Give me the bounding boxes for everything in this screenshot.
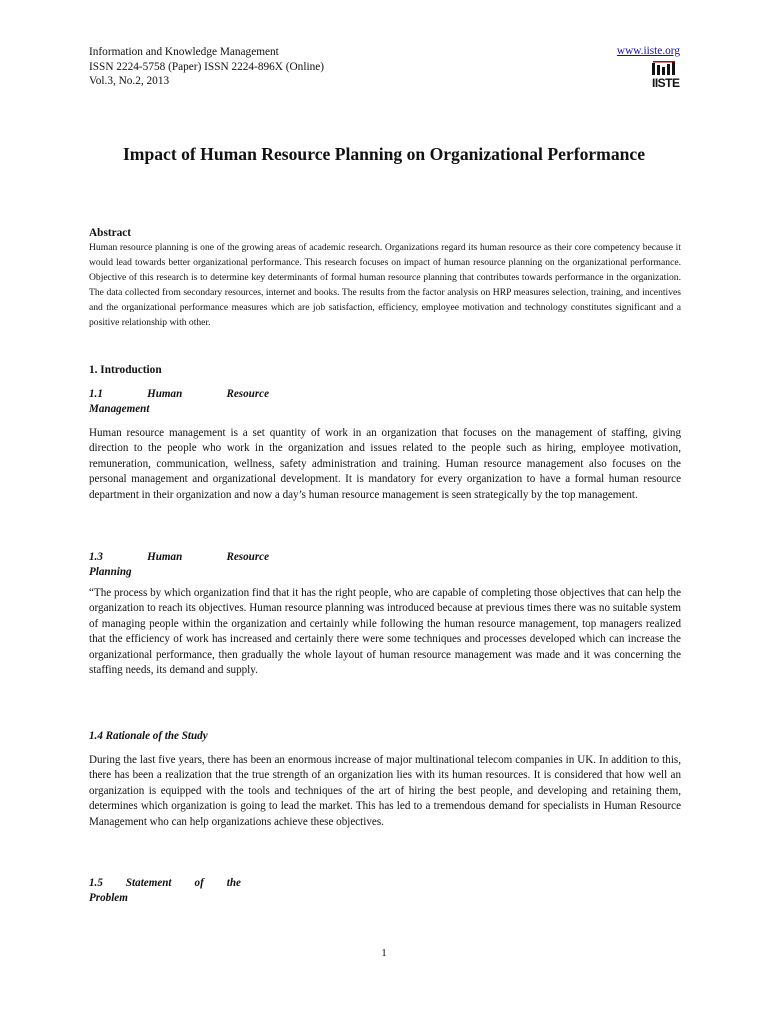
section-number: 1.3	[89, 551, 103, 563]
section-number: 1.1	[89, 388, 103, 400]
section-1-4-text: During the last five years, there has been an enormous increase of major multinational telecom companies in UK. In addition to this, there has been a realization that the true strength of an organization lies with its human resources. It is considered that how well an organization is equipped with the tools and techniques of the art of hiring the best people, and developing and retaining them, determines which organization is going to lead the market. This has led to a tremendous demand for specialists in Human Resource Management who can help organizations achieve these objectives.	[89, 754, 681, 828]
section-1-3-heading	[89, 550, 681, 580]
journal-issn: ISSN 2224-5758 (Paper) ISSN 2224-896X (Online)	[89, 60, 325, 73]
heading-word: Problem	[89, 892, 128, 904]
section-number: 1.5	[89, 877, 103, 889]
heading-word: the	[226, 877, 241, 889]
section-1-5	[89, 876, 681, 906]
heading-word: Management	[89, 403, 150, 415]
heading-word: Planning	[89, 566, 132, 578]
section-1-4	[89, 729, 681, 830]
heading-word: Statement	[125, 877, 172, 889]
heading-word: Human	[147, 388, 183, 400]
journal-volume: Vol.3, No.2, 2013	[89, 75, 170, 87]
logo-text: IISTE	[652, 76, 680, 90]
abstract-text: Human resource planning is one of the growing areas of academic research. Organizations regard its human resource as their core competency because it would lead towards better organizational performance. This research focuses on impact of human resource planning on the organizational performance. Objective of this research is to determine key determinants of formal human resource planning that contributes towards performance in the organization. The data collected from secondary resources, internet and books. The results from the factor analysis on HRP measures selection, training, and incentives and the organizational performance measures which are job satisfaction, efficiency, employee motivation and technology constitutes significant and a positive relationship with other.	[89, 242, 681, 328]
section-1-5-heading	[89, 876, 681, 906]
logo-graphic-icon	[650, 61, 680, 75]
section-1-1-heading	[89, 387, 681, 417]
website-link[interactable]: www.iiste.org	[616, 45, 680, 57]
heading-word: Human	[147, 551, 183, 563]
abstract-section	[89, 227, 681, 330]
heading-word: Resource	[226, 388, 269, 400]
journal-name: Information and Knowledge Management	[89, 46, 279, 58]
paper-title: Impact of Human Resource Planning on Organizational Performance	[122, 144, 646, 164]
journal-header	[89, 45, 324, 89]
heading-word: of	[194, 877, 204, 889]
introduction-heading-block	[89, 364, 681, 376]
section-1-1	[89, 387, 681, 503]
abstract-heading: Abstract	[89, 227, 132, 239]
iiste-logo	[650, 61, 680, 89]
heading-word: Resource	[226, 551, 269, 563]
section-1-1-text: Human resource management is a set quantity of work in an organization that focuses on the management of staffing, giving direction to the people who work in the organization and issues related to the people such as hiring, employee motivation, remuneration, communication, wellness, safety administration and training. Human resource management also focuses on the personal management and organizational development. It is mandatory for every organization to have a formal human resource department in their organization and now a day’s human resource management is seen strategically by the top management.	[89, 427, 681, 501]
page-number: 1	[381, 947, 387, 959]
section-1-4-heading: 1.4 Rationale of the Study	[89, 730, 208, 742]
section-1-3	[89, 550, 681, 678]
header-right	[617, 45, 680, 94]
section-1-3-text: “The process by which organization find that it has the right people, who are capable of completing those objectives that can help the organization to reach its objectives. Human resource planning was introduced because at previous times there was no suitable system of managing people within the organization and certainly while following the human resource management, top managers realized that the efficiency of work has increased and certainly there were some techniques and processes developed which can increase the organizational performance, then gradually the whole layout of human resource management was made and it was concerning the staffing needs, its demand and supply.	[89, 587, 681, 677]
introduction-heading: 1. Introduction	[89, 364, 162, 376]
